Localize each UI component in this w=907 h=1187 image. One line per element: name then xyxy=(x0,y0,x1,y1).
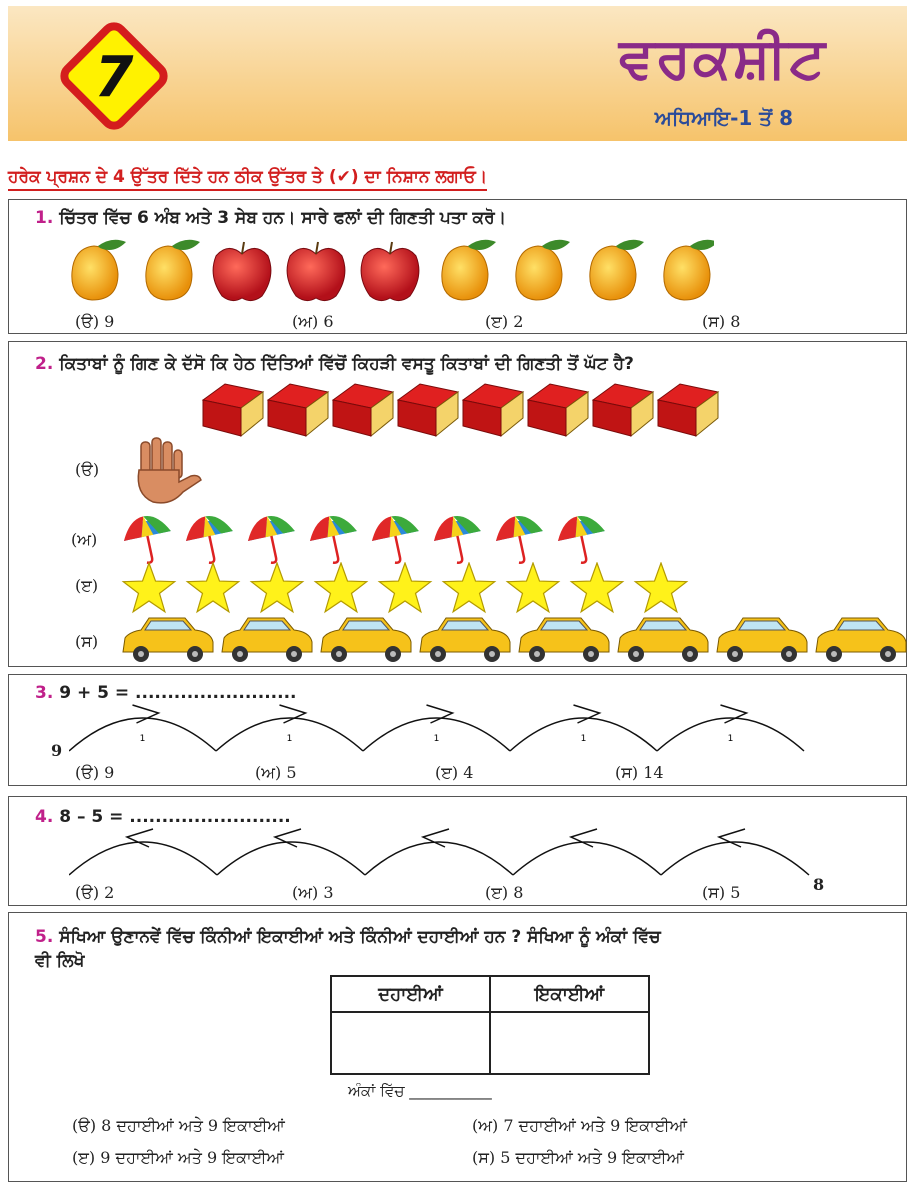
mango-icon xyxy=(664,240,714,300)
option-d[interactable]: (ਸ) 5 xyxy=(702,883,741,902)
car-icon xyxy=(321,618,411,662)
jump-arc xyxy=(513,829,661,875)
question-2-text xyxy=(35,354,634,374)
apple-icon xyxy=(213,242,271,301)
option-a[interactable]: (ੳ) 9 xyxy=(75,763,115,782)
star-icon xyxy=(379,563,430,612)
question-prompt: ਸੰਖਿਆ ਉਣਾਨਵੇਂ ਵਿੱਚ ਕਿੰਨੀਆਂ ਇਕਾਈਆਂ ਅਤੇ ਕਿੰਨੀਆਂ ਦਹਾਈਆਂ ਹਨ ? ਸੰਖਿਆ ਨੂੰ ਅੰਕਾਂ ਵਿੱਚ xyxy=(59,927,661,947)
star-icon xyxy=(251,563,302,612)
umbrella-icon xyxy=(554,512,611,567)
question-1-text xyxy=(35,208,506,228)
tens-header: ਦਹਾਈਆਂ xyxy=(331,976,490,1012)
umbrella-icon xyxy=(492,512,549,567)
question-prompt: ਕਿਤਾਬਾਂ ਨੂੰ ਗਿਣ ਕੇ ਦੱਸੋ ਕਿ ਹੇਠ ਦਿੱਤਿਆਂ ਵਿੱਚੋਂ ਕਿਹੜੀ ਵਸਤੂ ਕਿਤਾਬਾਂ ਦੀ ਗਿਣਤੀ ਤੋਂ ਘੱਟ ਹੈ? xyxy=(59,354,634,374)
umbrella-icon xyxy=(182,512,239,567)
umbrella-row xyxy=(119,512,619,568)
star-icon xyxy=(315,563,366,612)
option-c[interactable]: (ੲ) 4 xyxy=(435,763,474,782)
addition-number-line xyxy=(69,701,819,753)
star-icon xyxy=(635,563,686,612)
option-c-label[interactable]: (ੲ) xyxy=(75,576,99,595)
worksheet-header xyxy=(8,6,907,141)
option-d[interactable]: (ਸ) 8 xyxy=(702,312,741,331)
star-icon xyxy=(443,563,494,612)
jump-arc xyxy=(510,705,657,751)
tens-units-table xyxy=(330,975,650,1075)
jump-arc xyxy=(216,705,363,751)
question-prompt: 9 + 5 = ......................... xyxy=(59,683,297,703)
digits-answer-line[interactable]: ਅੰਕਾਂ ਵਿੱਚ ___________ xyxy=(348,1082,492,1100)
subtraction-number-line xyxy=(69,825,829,879)
star-icon xyxy=(507,563,558,612)
number-line-start: 9 xyxy=(51,741,63,760)
svg-text:1: 1 xyxy=(286,734,293,744)
star-icon xyxy=(187,563,238,612)
car-icon xyxy=(618,618,708,662)
apple-icon xyxy=(287,242,345,301)
question-3-text xyxy=(35,683,297,703)
question-number: 4. xyxy=(35,807,54,827)
instruction: ਹਰੇਕ ਪ੍ਰਸ਼ਨ ਦੇ 4 ਉੱਤਰ ਦਿੱਤੇ ਹਨ ਠੀਕ ਉੱਤਰ ਤੇ (✔) ਦਾ ਨਿਸ਼ਾਨ ਲਗਾਓ। xyxy=(8,167,487,191)
question-1 xyxy=(8,199,907,334)
jump-arc xyxy=(365,829,513,875)
star-icon xyxy=(571,563,622,612)
number-line-end: 8 xyxy=(813,875,825,894)
option-d[interactable]: (ਸ) 14 xyxy=(615,763,664,782)
question-prompt: 8 – 5 = ......................... xyxy=(59,807,291,827)
book-icon xyxy=(268,384,328,436)
option-a[interactable]: (ੳ) 9 xyxy=(75,312,115,331)
badge-number: 7 xyxy=(94,45,134,110)
question-prompt: ਚਿੱਤਰ ਵਿੱਚ 6 ਅੰਬ ਅਤੇ 3 ਸੇਬ ਹਨ। ਸਾਰੇ ਫਲਾਂ ਦੀ ਗਿਣਤੀ ਪਤਾ ਕਰੋ। xyxy=(59,208,507,228)
mango-icon xyxy=(516,240,570,300)
option-d-label[interactable]: (ਸ) xyxy=(75,632,99,651)
question-4-text xyxy=(35,807,291,827)
book-icon xyxy=(593,384,653,436)
option-c[interactable]: (ੲ) 8 xyxy=(485,883,524,902)
worksheet-title: ਵਰਕਸ਼ੀਟ xyxy=(618,26,827,91)
jump-arc xyxy=(363,705,510,751)
question-prompt-continued: ਵੀ ਲਿਖੋ xyxy=(35,951,85,971)
option-a[interactable]: (ੳ) 8 ਦਹਾਈਆਂ ਅਤੇ 9 ਇਕਾਈਆਂ xyxy=(72,1116,285,1135)
star-row xyxy=(121,562,701,618)
book-row xyxy=(199,378,739,442)
mango-icon xyxy=(146,240,200,300)
book-icon xyxy=(203,384,263,436)
jump-arc xyxy=(69,829,217,875)
option-a-label[interactable]: (ੳ) xyxy=(75,460,100,479)
units-header: ਇਕਾਈਆਂ xyxy=(490,976,649,1012)
svg-text:1: 1 xyxy=(580,734,587,744)
car-icon xyxy=(222,618,312,662)
jump-arc xyxy=(657,705,804,751)
book-icon xyxy=(658,384,718,436)
question-number: 2. xyxy=(35,354,54,374)
units-cell[interactable] xyxy=(490,1012,649,1074)
option-d[interactable]: (ਸ) 5 ਦਹਾਈਆਂ ਅਤੇ 9 ਇਕਾਈਆਂ xyxy=(472,1148,684,1167)
jump-arc xyxy=(69,705,216,751)
jump-arc xyxy=(217,829,365,875)
umbrella-icon xyxy=(368,512,425,567)
umbrella-icon xyxy=(120,512,177,567)
umbrella-icon xyxy=(306,512,363,567)
mango-icon xyxy=(442,240,496,300)
star-icon xyxy=(123,563,174,612)
question-number: 5. xyxy=(35,927,54,947)
book-icon xyxy=(333,384,393,436)
book-icon xyxy=(398,384,458,436)
car-icon xyxy=(816,618,906,662)
hand-icon xyxy=(121,436,205,508)
option-b[interactable]: (ਅ) 7 ਦਹਾਈਆਂ ਅਤੇ 9 ਇਕਾਈਆਂ xyxy=(472,1116,688,1135)
tens-cell[interactable] xyxy=(331,1012,490,1074)
car-icon xyxy=(123,618,213,662)
option-c[interactable]: (ੲ) 9 ਦਹਾਈਆਂ ਅਤੇ 9 ਇਕਾਈਆਂ xyxy=(72,1148,284,1167)
car-icon xyxy=(717,618,807,662)
apple-icon xyxy=(361,242,419,301)
option-b-label[interactable]: (ਅ) xyxy=(71,530,98,549)
option-a[interactable]: (ੳ) 2 xyxy=(75,883,115,902)
question-4 xyxy=(8,796,907,906)
svg-text:1: 1 xyxy=(433,734,440,744)
mango-icon xyxy=(72,240,126,300)
option-b[interactable]: (ਅ) 3 xyxy=(292,883,334,902)
svg-text:1: 1 xyxy=(139,734,146,744)
option-b[interactable]: (ਅ) 5 xyxy=(255,763,297,782)
number-badge xyxy=(58,20,170,132)
car-icon xyxy=(420,618,510,662)
question-3 xyxy=(8,674,907,786)
umbrella-icon xyxy=(430,512,487,567)
question-number: 1. xyxy=(35,208,54,228)
car-icon xyxy=(519,618,609,662)
worksheet-subtitle: ਅਧਿਆਇ-1 ਤੋਂ 8 xyxy=(654,106,793,130)
question-5-text xyxy=(35,925,892,973)
mango-icon xyxy=(590,240,644,300)
umbrella-icon xyxy=(244,512,301,567)
fruit-row xyxy=(64,236,714,304)
book-icon xyxy=(463,384,523,436)
option-c[interactable]: (ੲ) 2 xyxy=(485,312,524,331)
question-2 xyxy=(8,341,907,667)
car-row xyxy=(119,614,907,664)
book-icon xyxy=(528,384,588,436)
option-b[interactable]: (ਅ) 6 xyxy=(292,312,334,331)
question-number: 3. xyxy=(35,683,54,703)
svg-text:1: 1 xyxy=(727,734,734,744)
jump-arc xyxy=(661,829,809,875)
